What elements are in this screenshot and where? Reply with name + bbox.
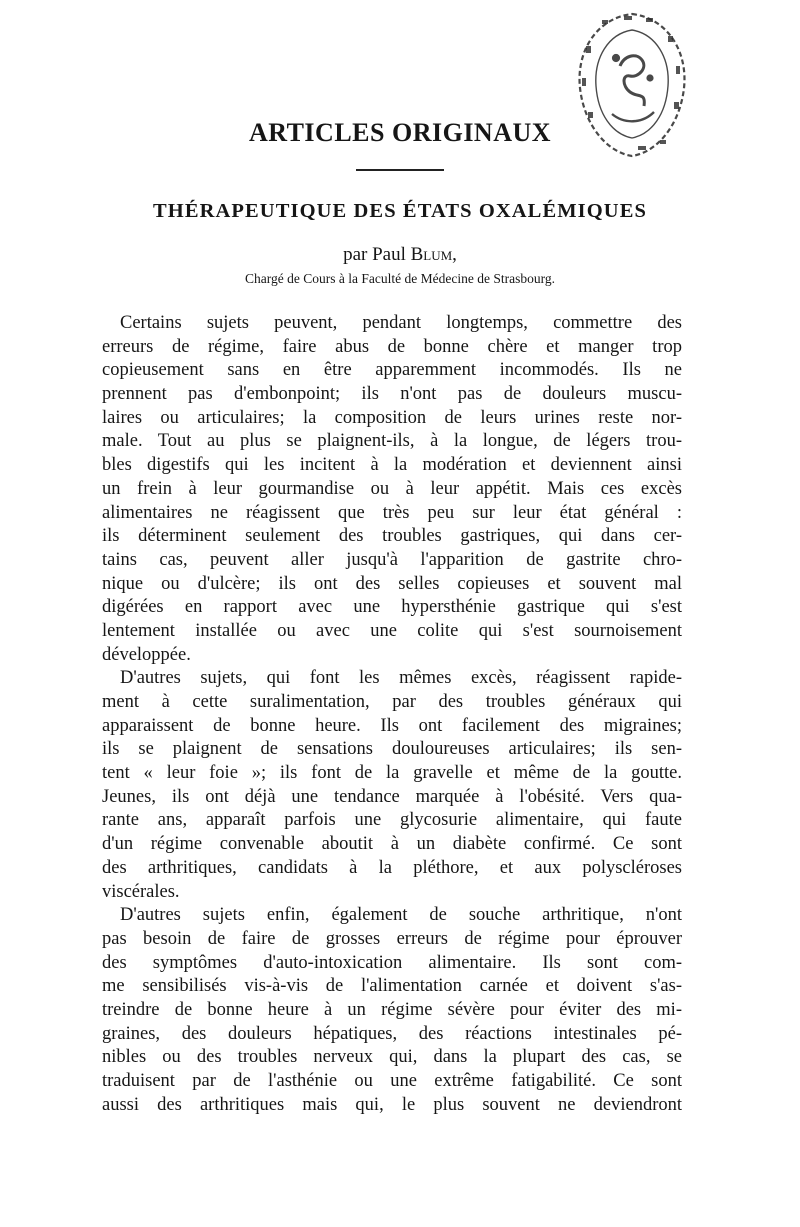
author-surname: Blum, (410, 244, 457, 265)
text-line: traduisent par de l'asthénie ou une extrême fatigabilité. Ce sont (102, 1071, 682, 1091)
text-line: laires ou articulaires; la composition de leurs urines reste nor- (102, 407, 682, 428)
text-line: treindre de bonne heure à un régime sévère pour éviter des mi- (102, 999, 682, 1020)
text-line: male. Tout au plus se plaignent-ils, à la longue, de légers trou- (102, 431, 682, 452)
text-line: Jeunes, ils ont déjà une tendance marquée à l'obésité. Vers qua- (102, 786, 682, 807)
text-line: digérées en rapport avec une hypersthénie gastrique qui s'est (102, 597, 682, 618)
text-line: apparaissent de bonne heure. Ils ont facilement des migraines; (102, 715, 682, 736)
text-line: un frein à leur gourmandise ou à leur appétit. Mais ces excès (102, 478, 682, 499)
text-line: des arthritiques, candidats à la pléthore, et aux polyscléroses (102, 857, 682, 878)
paragraph (102, 312, 682, 667)
text-line: des symptômes d'auto-intoxication alimentaire. Ils sont com- (102, 952, 682, 973)
text-line: viscérales. (102, 881, 180, 902)
text-line: ils déterminent seulement des troubles gastriques, qui dans cer- (102, 526, 682, 547)
text-line: D'autres sujets, qui font les mêmes excès, réagissent rapide- (120, 668, 682, 689)
text-line: aussi des arthritiques mais qui, le plus souvent ne deviendront (102, 1094, 682, 1115)
title-divider (356, 169, 444, 171)
text-line: Certains sujets peuvent, pendant longtemps, commettre des (120, 313, 682, 333)
text-line: ils se plaignent de sensations douloureuses articulaires; ils sen- (102, 739, 682, 760)
text-line: pas besoin de faire de grosses erreurs de régime pour éprouver (102, 928, 682, 949)
byline-prefix: par Paul (343, 244, 411, 265)
text-line: erreurs de régime, faire abus de bonne chère et manger trop (102, 336, 682, 357)
section-title: ARTICLES ORIGINAUX (248, 118, 552, 147)
article-title: THÉRAPEUTIQUE DES ÉTATS OXALÉMIQUES (153, 200, 647, 222)
text-line: alimentaires ne réagissent que très peu sur leur état général : (102, 502, 682, 523)
text-line: D'autres sujets enfin, également de souche arthritique, n'ont (120, 905, 682, 926)
paragraph (102, 667, 682, 904)
text-line: d'un régime convenable aboutit à un diabète confirmé. Ce sont (102, 834, 682, 855)
byline (0, 244, 800, 266)
text-line: ment à cette suralimentation, par des troubles généraux qui (102, 692, 682, 712)
text-line: bles digestifs qui les incitent à la modération et deviennent ainsi (102, 455, 682, 476)
text-line: nique ou d'ulcère; ils ont des selles copieuses et souvent mal (102, 573, 682, 594)
author-affiliation: Chargé de Cours à la Faculté de Médecine de Strasbourg. (245, 271, 555, 286)
text-line: copieusement sans en être apparemment incommodés. Ils ne (102, 360, 682, 381)
text-line: lentement installée ou avec une colite qui s'est sournoisement (102, 620, 682, 641)
text-line: graines, des douleurs hépatiques, des réactions intestinales pé- (102, 1023, 682, 1044)
text-line: tent « leur foie »; ils font de la gravelle et même de la goutte. (102, 763, 682, 784)
text-line: prennent pas d'embonpoint; ils n'ont pas de douleurs muscu- (102, 384, 682, 405)
text-line: nibles ou des troubles nerveux qui, dans la plupart des cas, se (102, 1047, 682, 1068)
text-line: développée. (102, 644, 191, 665)
text-line: tains cas, peuvent aller jusqu'à l'apparition de gastrite chro- (102, 549, 682, 570)
text-line: me sensibilisés vis-à-vis de l'alimentation carnée et doivent s'as- (102, 976, 682, 997)
paragraph (102, 904, 682, 1117)
article-body (102, 312, 682, 1117)
text-line: rante ans, apparaît parfois une glycosurie alimentaire, qui faute (102, 810, 682, 831)
